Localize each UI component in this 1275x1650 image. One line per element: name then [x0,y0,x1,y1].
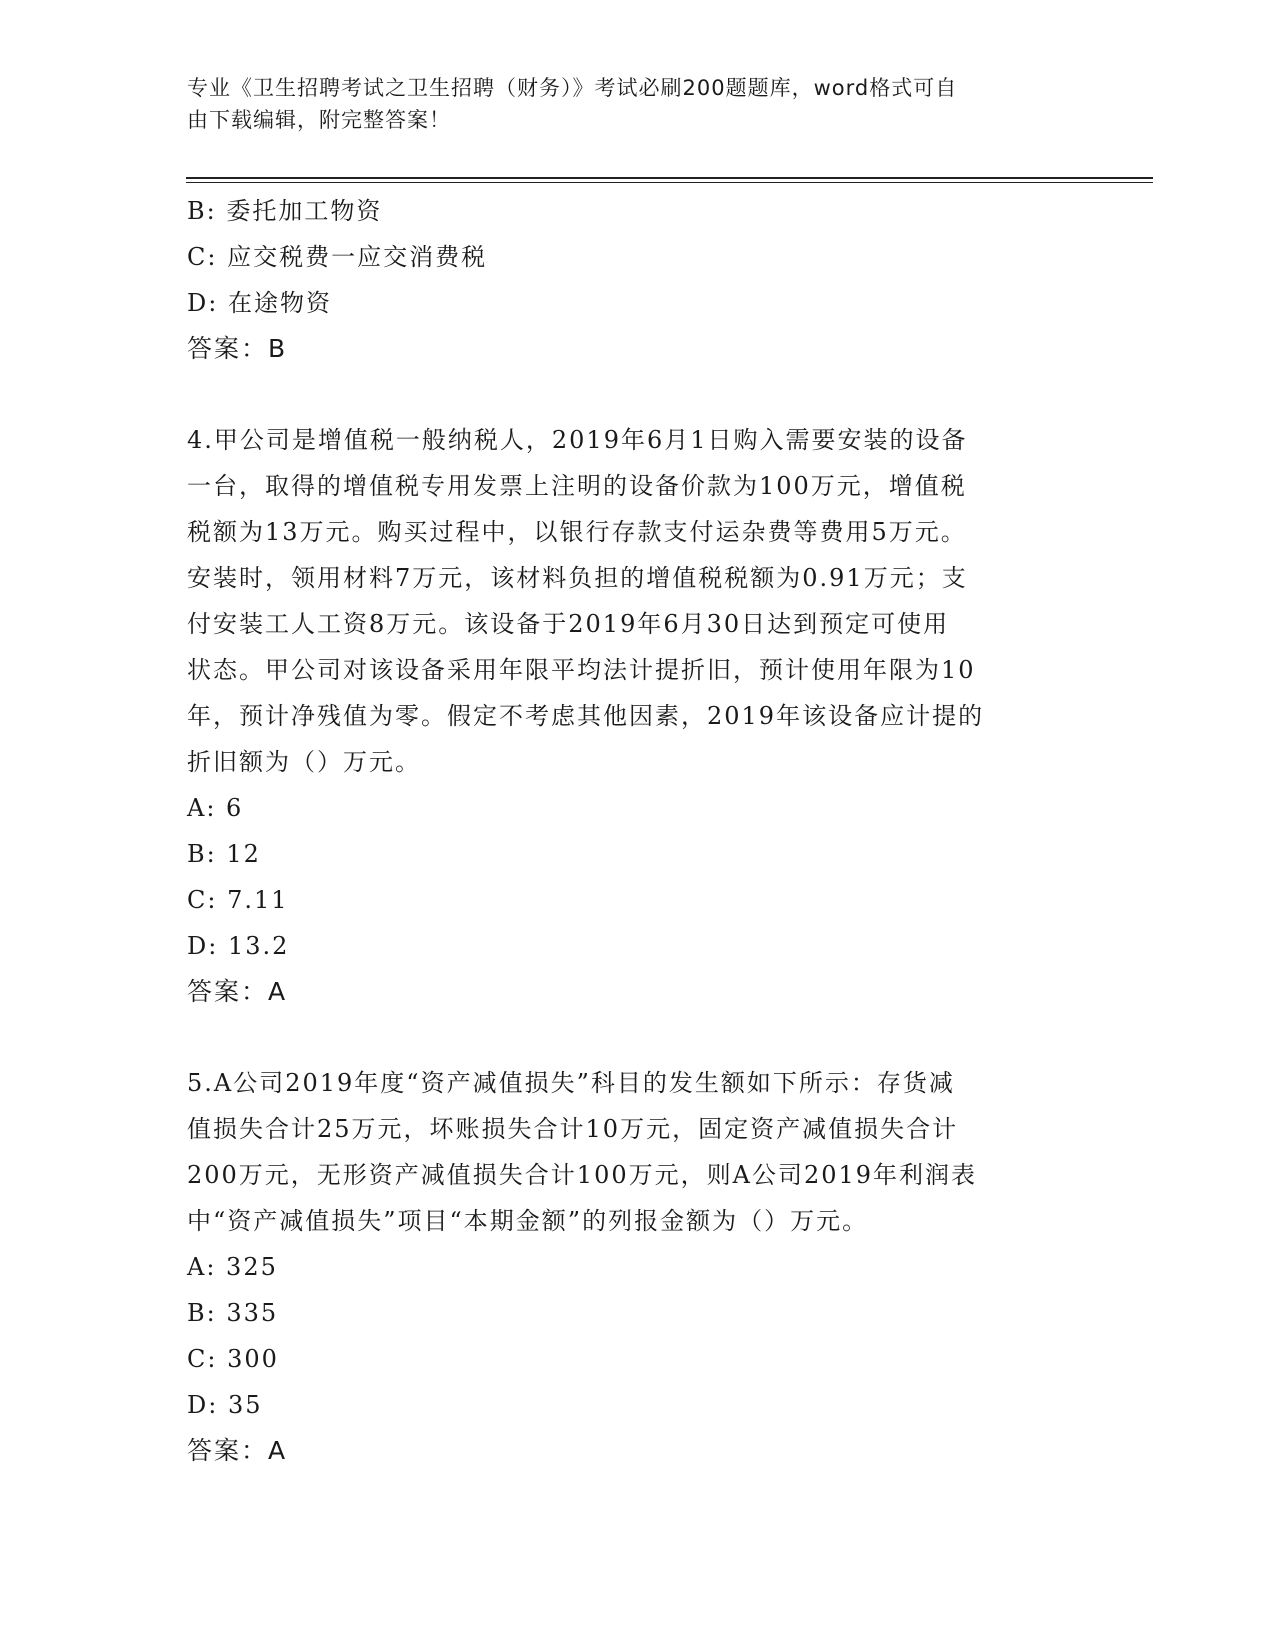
question-stem [187,417,1077,785]
stem-line: 一台，取得的增值税专用发票上注明的设备价款为100万元，增值税 [187,472,967,500]
option-c: C: 7.11 [187,886,289,914]
option-a: A: 325 [187,1253,278,1281]
question-3-tail [187,188,1077,372]
stem-line: 5.A公司2019年度“资产减值损失”科目的发生额如下所示：存货减 [187,1069,955,1097]
stem-line: 状态。甲公司对该设备采用年限平均法计提折旧，预计使用年限为10 [187,656,976,684]
stem-line: 中“资产减值损失”项目“本期金额”的列报金额为（）万元。 [187,1207,869,1235]
option-d: D: 35 [187,1391,263,1419]
option-d: D: 在途物资 [187,289,332,317]
stem-line: 值损失合计25万元，坏账损失合计10万元，固定资产减值损失合计 [187,1115,959,1143]
stem-line: 安装时，领用材料7万元，该材料负担的增值税税额为0.91万元；支 [187,564,968,592]
header-divider-thin [186,182,1153,183]
document-header [187,72,1067,136]
header-line-2: 由下载编辑，附完整答案！ [187,108,451,132]
document-body [187,188,1077,1474]
option-a: A: 6 [187,794,244,822]
answer: 答案：A [187,1436,288,1465]
header-divider-thick [186,177,1153,179]
header-line-1: 专业《卫生招聘考试之卫生招聘（财务）》考试必刷200题题库，word格式可自 [187,76,958,100]
option-b: B: 12 [187,840,261,868]
stem-line: 年，预计净残值为零。假定不考虑其他因素，2019年该设备应计提的 [187,702,985,730]
option-c: C: 应交税费一应交消费税 [187,243,488,271]
question-4 [187,417,1077,1015]
question-5 [187,1060,1077,1474]
stem-line: 4.甲公司是增值税一般纳税人，2019年6月1日购入需要安装的设备 [187,426,968,454]
stem-line: 税额为13万元。购买过程中，以银行存款支付运杂费等费用5万元。 [187,518,967,546]
option-c: C: 300 [187,1345,279,1373]
option-b: B: 335 [187,1299,279,1327]
stem-line: 200万元，无形资产减值损失合计100万元，则A公司2019年利润表 [187,1161,978,1189]
stem-line: 付安装工人工资8万元。该设备于2019年6月30日达到预定可使用 [187,610,950,638]
question-stem [187,1060,1077,1244]
spacer [187,1015,1077,1060]
answer: 答案：B [187,334,288,363]
stem-line: 折旧额为（）万元。 [187,748,421,776]
option-b: B: 委托加工物资 [187,197,383,225]
answer: 答案：A [187,977,288,1006]
option-d: D: 13.2 [187,932,290,960]
spacer [187,372,1077,417]
